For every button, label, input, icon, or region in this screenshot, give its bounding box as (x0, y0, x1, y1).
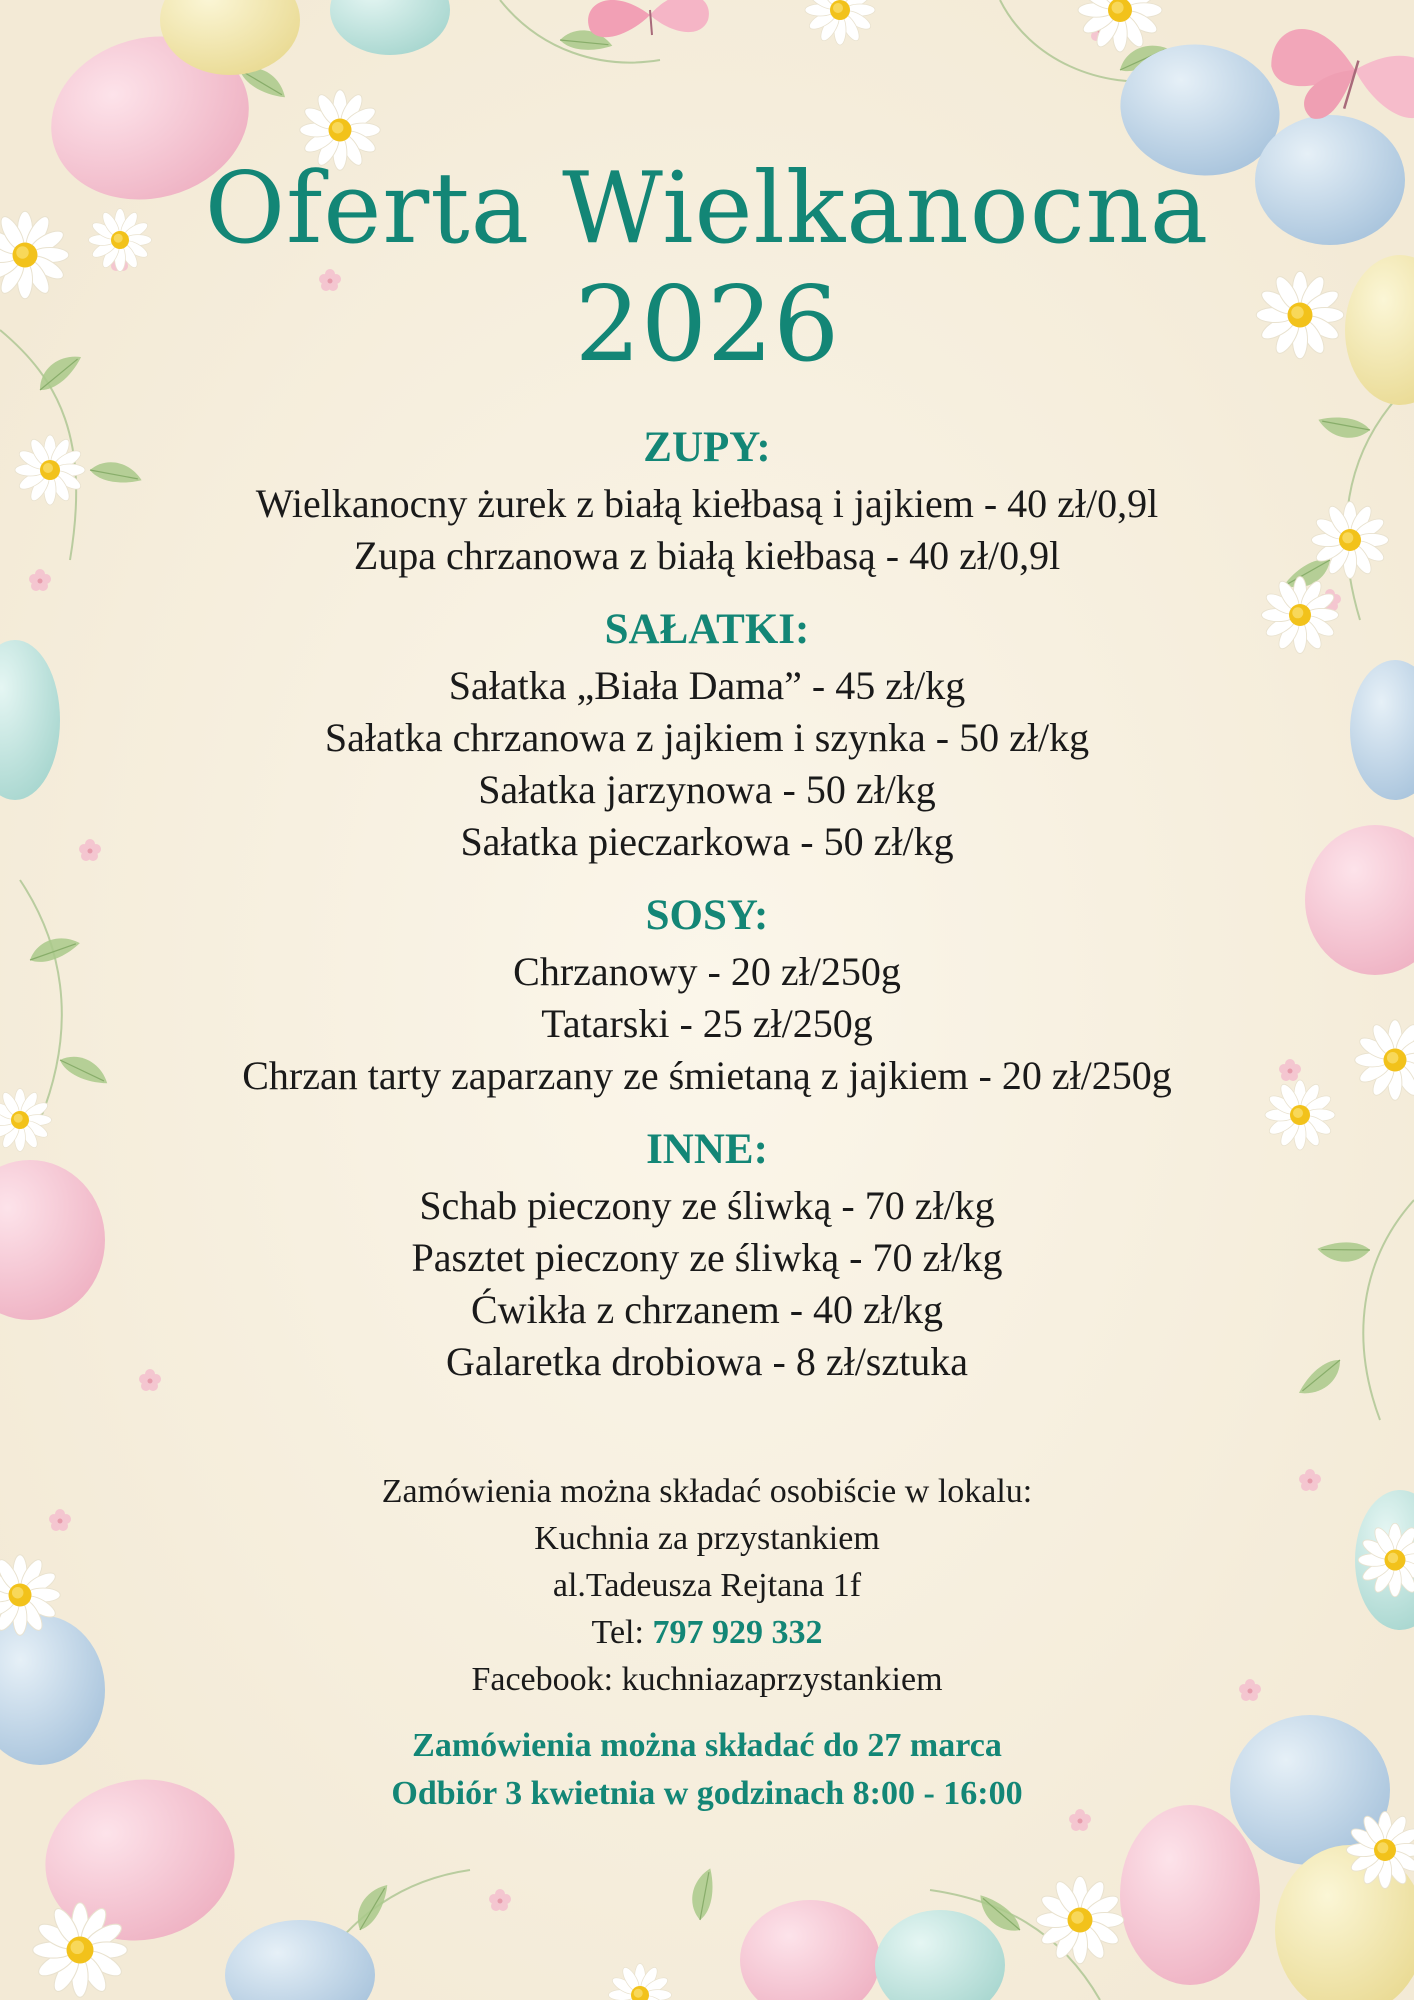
section-heading: ZUPY: (643, 424, 771, 471)
facebook-link[interactable]: Facebook: kuchniazaprzystankiem (471, 1661, 943, 1698)
phone-label: Tel: (591, 1614, 653, 1651)
menu-item: Tatarski - 25 zł/250g (541, 1001, 873, 1046)
menu-item: Pasztet pieczony ze śliwką - 70 zł/kg (411, 1235, 1003, 1280)
menu-item: Chrzanowy - 20 zł/250g (513, 949, 901, 994)
menu-item: Schab pieczony ze śliwką - 70 zł/kg (419, 1183, 995, 1228)
venue-name: Kuchnia za przystankiem (534, 1520, 880, 1557)
contact-info (0, 1468, 1414, 1703)
menu-item: Ćwikła z chrzanem - 40 zł/kg (470, 1287, 944, 1332)
section-other (0, 1120, 1414, 1388)
menu-item: Sałatka „Biała Dama” - 45 zł/kg (448, 663, 966, 708)
phone-number[interactable]: 797 929 332 (652, 1614, 823, 1651)
menu-item: Zupa chrzanowa z białą kiełbasą - 40 zł/0,9l (353, 533, 1061, 578)
phone-line (0, 1609, 1414, 1656)
venue-address: al.Tadeusza Rejtana 1f (552, 1567, 862, 1604)
menu-item: Chrzan tarty zaparzany ze śmietaną z jajkiem - 20 zł/250g (242, 1053, 1172, 1098)
order-deadline: Zamówienia można składać do 27 marca (412, 1727, 1002, 1764)
section-heading: SOSY: (645, 892, 769, 939)
menu-item: Sałatka chrzanowa z jajkiem i szynka - 50 zł/kg (324, 715, 1090, 760)
section-sauces (0, 886, 1414, 1102)
menu-item: Sałatka pieczarkowa - 50 zł/kg (460, 819, 954, 864)
menu-item: Sałatka jarzynowa - 50 zł/kg (478, 767, 936, 812)
page-title: Oferta Wielkanocna (204, 152, 1210, 266)
pickup-info: Odbiór 3 kwietnia w godzinach 8:00 - 16:00 (391, 1775, 1023, 1812)
page-title-year: 2026 (574, 263, 840, 385)
menu-item: Galaretka drobiowa - 8 zł/sztuka (445, 1339, 968, 1384)
order-intro: Zamówienia można składać osobiście w lokalu: (381, 1473, 1033, 1510)
menu-item: Wielkanocny żurek z białą kiełbasą i jajkiem - 40 zł/0,9l (255, 481, 1159, 526)
order-deadlines (0, 1722, 1414, 1818)
menu (0, 418, 1414, 1406)
section-salads (0, 600, 1414, 868)
section-heading: INNE: (646, 1126, 768, 1173)
section-soups (0, 418, 1414, 582)
section-heading: SAŁATKI: (604, 606, 810, 653)
